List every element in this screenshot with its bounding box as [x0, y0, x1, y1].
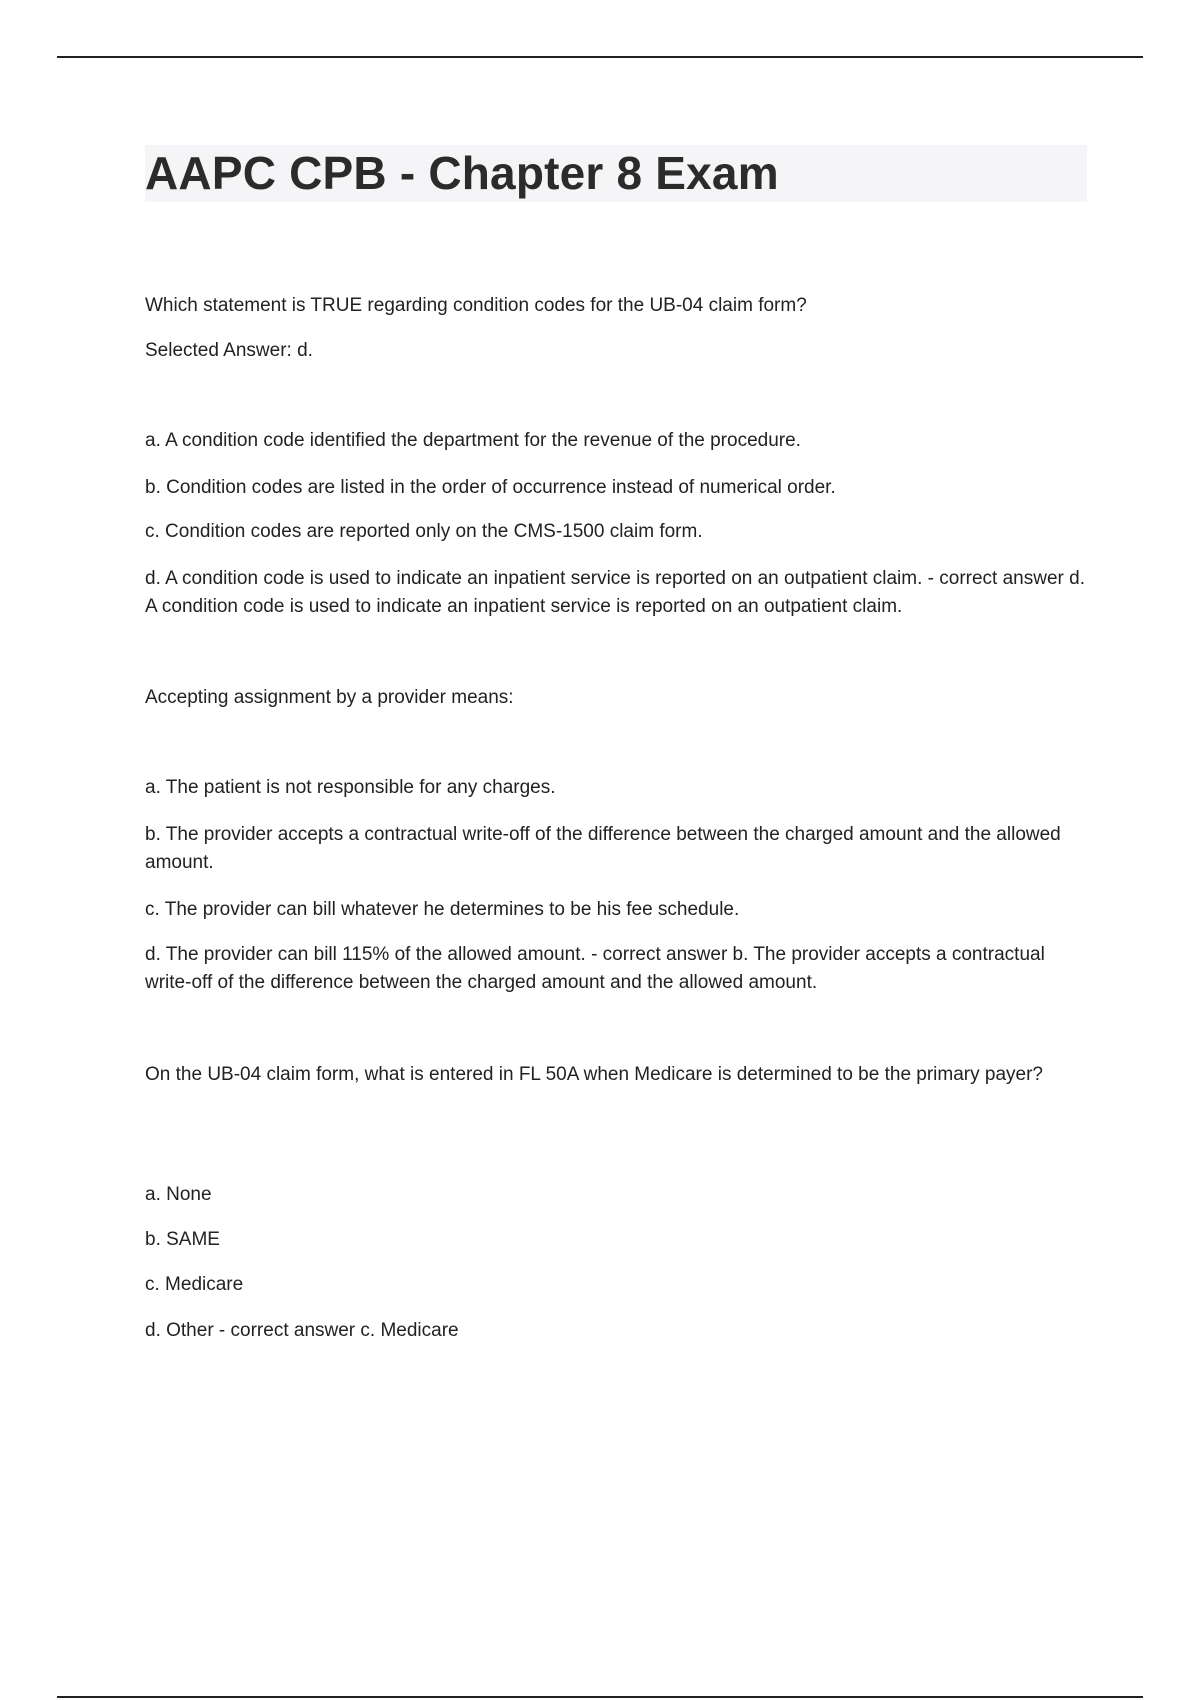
question-3-option-a: a. None [145, 1184, 212, 1205]
top-rule [57, 56, 1143, 58]
question-1-option-a: a. A condition code identified the department for the revenue of the procedure. [145, 430, 801, 451]
question-2-option-a: a. The patient is not responsible for any charges. [145, 777, 556, 798]
question-3-option-c: c. Medicare [145, 1274, 244, 1295]
question-2-option-c: c. The provider can bill whatever he determines to be his fee schedule. [145, 899, 740, 920]
question-2-option-d: d. The provider can bill 115% of the allowed amount. - correct answer b. The provider accepts a contractual write-off of the difference between the charged amount and the allowed amount. [145, 944, 1045, 993]
question-2-text: Accepting assignment by a provider means: [145, 687, 514, 708]
question-2-option-b: b. The provider accepts a contractual write-off of the difference between the charged amount and the allowed amount. [145, 824, 1061, 873]
question-1-option-b: b. Condition codes are listed in the order of occurrence instead of numerical order. [145, 477, 836, 498]
question-1-option-c: c. Condition codes are reported only on the CMS-1500 claim form. [145, 521, 703, 542]
question-1-option-d: d. A condition code is used to indicate an inpatient service is reported on an outpatient claim. - correct answer d. A condition code is used to indicate an inpatient service is reported on an outpatient claim. [145, 568, 1085, 617]
question-3-option-b: b. SAME [145, 1229, 220, 1250]
question-1-selected-answer: Selected Answer: d. [145, 340, 313, 361]
bottom-rule [57, 1696, 1143, 1698]
question-3-option-d: d. Other - correct answer c. Medicare [145, 1320, 459, 1341]
question-1-text: Which statement is TRUE regarding condition codes for the UB-04 claim form? [145, 295, 807, 316]
question-3-text: On the UB-04 claim form, what is entered in FL 50A when Medicare is determined to be the primary payer? [145, 1064, 1044, 1085]
document-title: AAPC CPB - Chapter 8 Exam [145, 147, 779, 199]
